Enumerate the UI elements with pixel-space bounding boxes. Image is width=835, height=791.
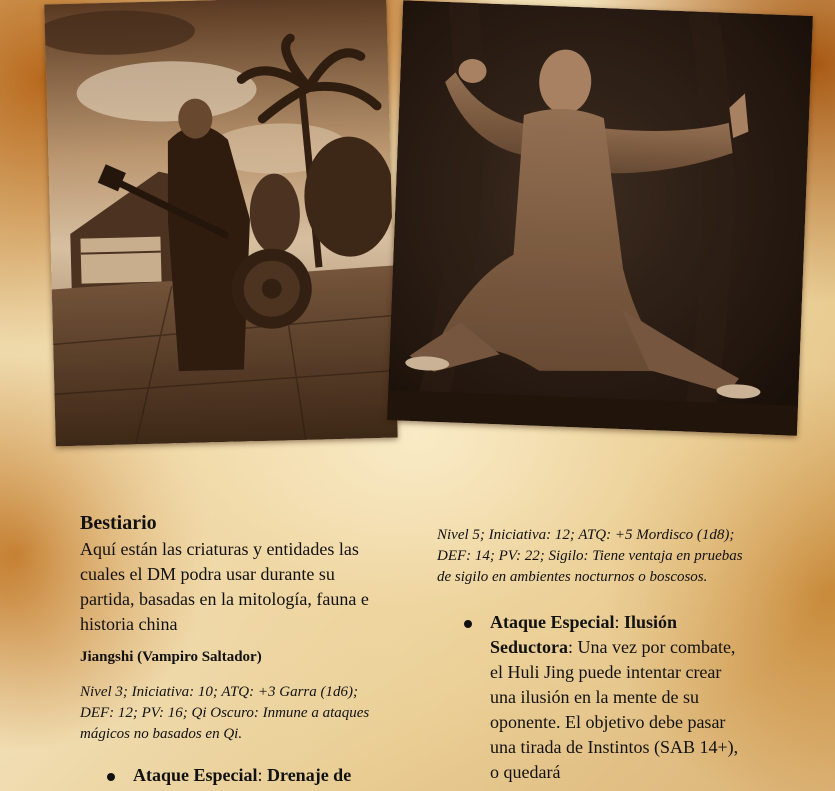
left-text-column [80,512,380,788]
ability-description: : Una vez por combate, el Huli Jing puede intentar crear una ilusión en la mente de su oponente. El objetivo debe pasar una tirada de Instintos (SAB 14+), o quedará [490,637,739,782]
ability-name: Drenaje de [267,765,352,785]
bestiary-intro: Aquí están las criaturas y entidades las cuales el DM podra usar durante su partida, basadas en la mitología, fauna e historia china [80,539,369,634]
ability-separator: : [614,612,625,632]
ability-label: Ataque Especial [490,612,615,632]
creature-stats-jiangshi: Nivel 3; Iniciativa: 10; ATQ: +3 Garra (1d6); DEF: 12; PV: 16; Qi Oscuro: Inmune a ataques mágicos no basados en Qi. [80,684,370,742]
monk-kungfu-stance-image [387,0,813,435]
ability-item-jiangshi [133,763,380,788]
ability-name: Ilusión Seductora [490,612,678,657]
ability-separator: : [257,765,268,785]
monk-with-gong-photo [44,0,397,446]
ability-list-jiangshi [80,763,380,788]
ability-list-huli-jing [437,610,747,785]
creature-stats-huli-jing: Nivel 5; Iniciativa: 12; ATQ: +5 Mordisco (1d8); DEF: 14; PV: 22; Sigilo: Tiene ventaja en pruebas de sigilo en ambientes nocturnos o boscosos. [437,527,743,585]
section-heading: Bestiario [80,512,157,534]
right-text-column [437,525,747,785]
monk-kungfu-stance-photo [387,0,813,435]
ability-item-huli-jing [490,610,747,785]
creature-name-jiangshi: Jiangshi (Vampiro Saltador) [80,649,262,665]
ability-label: Ataque Especial [133,765,258,785]
monk-with-gong-image [44,0,397,446]
